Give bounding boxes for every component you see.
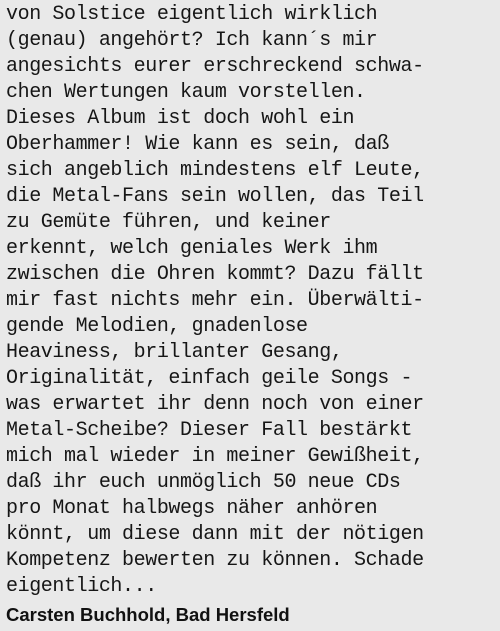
letter-line: Heaviness, brillanter Gesang,	[6, 341, 343, 364]
letter-line: gende Melodien, gnadenlose	[6, 315, 308, 338]
letter-line: mir fast nichts mehr ein. Überwälti-	[6, 289, 424, 312]
letter-line: angesichts eurer erschreckend schwa-	[6, 55, 424, 78]
letter-line: Dieses Album ist doch wohl ein	[6, 107, 355, 130]
letter-line: Metal-Scheibe? Dieser Fall bestärkt	[6, 419, 413, 442]
letter-line: die Metal-Fans sein wollen, das Teil	[6, 185, 424, 208]
letter-line: mich mal wieder in meiner Gewißheit,	[6, 445, 424, 468]
letter-line: chen Wertungen kaum vorstellen.	[6, 81, 366, 104]
reader-letter	[6, 2, 498, 628]
letter-line: Kompetenz bewerten zu können. Schade	[6, 549, 424, 572]
letter-line: von Solstice eigentlich wirklich	[6, 3, 378, 26]
letter-signature: Carsten Buchhold, Bad Hersfeld	[6, 604, 290, 625]
letter-line: erkennt, welch geniales Werk ihm	[6, 237, 378, 260]
letter-line: daß ihr euch unmöglich 50 neue CDs	[6, 471, 401, 494]
letter-line: zu Gemüte führen, und keiner	[6, 211, 331, 234]
letter-line: (genau) angehört? Ich kann´s mir	[6, 29, 378, 52]
letter-line: zwischen die Ohren kommt? Dazu fällt	[6, 263, 424, 286]
letter-line: Originalität, einfach geile Songs -	[6, 367, 413, 390]
letter-line: eigentlich...	[6, 575, 157, 598]
letter-line: sich angeblich mindestens elf Leute,	[6, 159, 424, 182]
letter-line: pro Monat halbwegs näher anhören	[6, 497, 378, 520]
letter-line: was erwartet ihr denn noch von einer	[6, 393, 424, 416]
letter-line: Oberhammer! Wie kann es sein, daß	[6, 133, 389, 156]
letter-line: könnt, um diese dann mit der nötigen	[6, 523, 424, 546]
